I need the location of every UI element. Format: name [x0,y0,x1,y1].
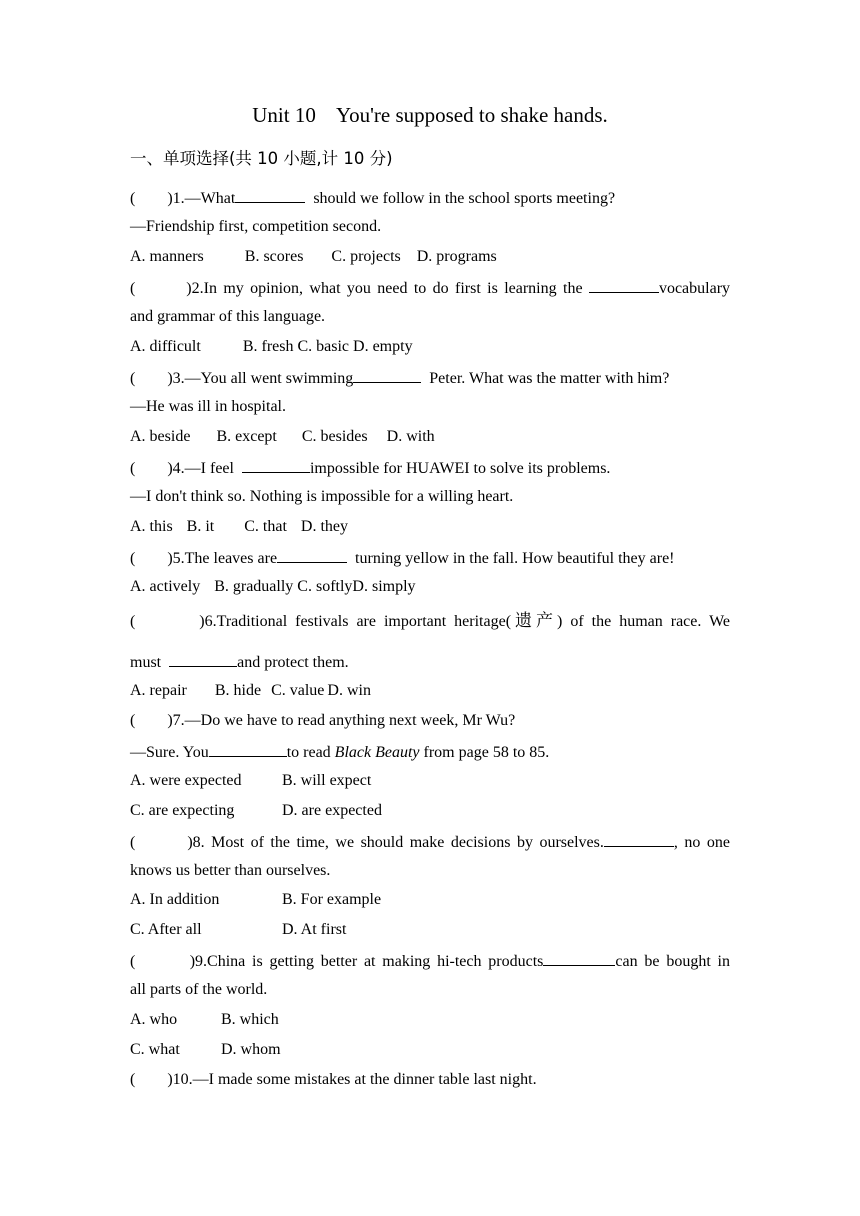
answer-blank [242,457,310,473]
page-title: Unit 10 You're supposed to shake hands. [252,103,608,127]
question-8-options-row2 [130,920,730,940]
option-a: A. who [130,1011,178,1028]
question-6-cont: must and protect them. [130,651,730,673]
question-3-reply: —He was ill in hospital. [130,398,286,415]
option-a: A. difficult [130,338,201,355]
question-5-options [130,577,730,597]
option-a: A. manners [130,248,204,265]
option-b: B. fresh [242,338,294,355]
option-b: B. it [186,518,215,535]
option-a: A. In addition [130,891,220,908]
answer-blank [589,277,659,293]
option-c: C. what [130,1041,180,1058]
option-d: D. whom [221,1041,281,1058]
answer-blank [209,741,287,757]
option-b: B. scores [244,248,304,265]
question-9-options-row1 [130,1010,730,1030]
option-d: D. with [386,428,435,445]
question-7-options-row1 [130,771,730,791]
option-b: B. gradually [214,578,294,595]
option-a: A. actively [130,578,201,595]
question-1-options [130,247,730,267]
option-c: C. are expecting [130,802,235,819]
option-a: A. were expected [130,772,242,789]
book-title: Black Beauty [334,744,420,761]
question-3-options [130,427,730,447]
question-1: ( )1.—What should we follow in the school sports meeting? [130,187,730,209]
option-b: B. will expect [282,772,372,789]
question-2-options [130,337,730,357]
question-8: ( )8. Most of the time, we should make decisions by ourselves. , no one [130,831,730,853]
answer-blank [169,651,237,667]
question-2: ( )2.In my opinion, what you need to do first is learning the vocabulary [130,277,730,299]
question-10: ( )10.—I made some mistakes at the dinner table last night. [130,1071,537,1088]
option-c: C. besides [301,428,368,445]
question-7: ( )7.—Do we have to read anything next week, Mr Wu? [130,712,516,729]
question-9-options-row2 [130,1040,730,1060]
question-4-reply: —I don't think so. Nothing is impossible for a willing heart. [130,488,514,505]
question-5: ( )5.The leaves are turning yellow in the fall. How beautiful they are! [130,547,730,569]
answer-blank [235,187,305,203]
question-3: ( )3.—You all went swimming Peter. What was the matter with him? [130,367,730,389]
answer-blank [277,547,347,563]
option-c: C. basic [297,338,350,355]
option-b: B. hide [214,682,262,699]
option-c: C. that [244,518,287,535]
question-4: ( )4.—I feel impossible for HUAWEI to solve its problems. [130,457,730,479]
option-b: B. For example [282,891,382,908]
option-b: B. which [221,1011,279,1028]
option-d: D. empty [353,338,413,355]
option-d: D. simply [352,578,416,595]
answer-blank [353,367,421,383]
question-6: ( )6.Traditional festivals are important heritage(遗产) of the human race. We [130,611,731,631]
answer-blank [543,950,615,966]
option-c: C. value [271,682,325,699]
question-8-options-row1 [130,890,730,910]
option-c: C. After all [130,921,202,938]
question-1-reply: —Friendship first, competition second. [130,218,382,235]
section-heading: 一、单项选择(共 10 小题,计 10 分) [130,149,393,168]
option-c: C. projects [331,248,401,265]
question-6-options [130,681,730,701]
option-a: A. this [130,518,173,535]
question-2-cont: and grammar of this language. [130,308,326,325]
option-a: A. beside [130,428,191,445]
option-c: C. softly [297,578,353,595]
question-9: ( )9.China is getting better at making hi-tech products can be bought in [130,950,730,972]
option-d: D. At first [282,921,347,938]
question-7-reply: —Sure. You to read Black Beauty from page 58 to 85. [130,741,730,763]
answer-blank [604,831,674,847]
question-8-cont: knows us better than ourselves. [130,862,331,879]
question-4-options [130,517,730,537]
option-d: D. they [300,518,349,535]
option-d: D. win [327,682,371,699]
question-9-cont: all parts of the world. [130,981,268,998]
question-7-options-row2 [130,801,730,821]
option-a: A. repair [130,682,187,699]
option-b: B. except [216,428,277,445]
option-d: D. are expected [282,802,382,819]
option-d: D. programs [416,248,497,265]
